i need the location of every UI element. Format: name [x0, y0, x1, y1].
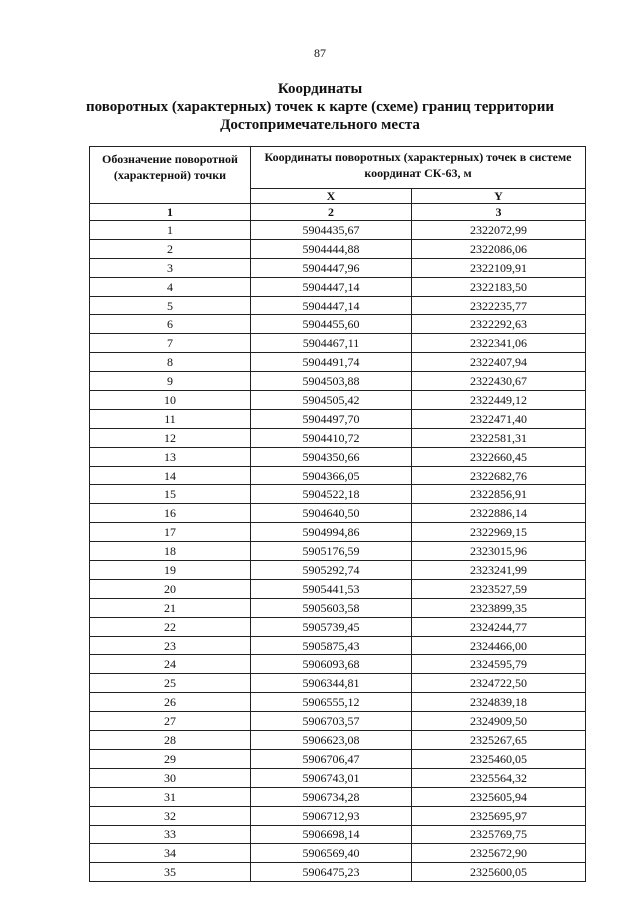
point-number-cell: 12 [90, 428, 251, 447]
x-coordinate-cell: 5904447,14 [251, 277, 412, 296]
table-row [90, 353, 586, 372]
y-coordinate-cell: 2322109,91 [412, 258, 586, 277]
x-coordinate-cell: 5906569,40 [251, 844, 412, 863]
point-number-cell: 1 [90, 221, 251, 240]
table-row [90, 674, 586, 693]
point-number-cell: 13 [90, 447, 251, 466]
header-y: Y [412, 189, 586, 204]
y-coordinate-cell: 2324595,79 [412, 655, 586, 674]
table-row [90, 712, 586, 731]
x-coordinate-cell: 5906093,68 [251, 655, 412, 674]
x-coordinate-cell: 5906712,93 [251, 806, 412, 825]
y-coordinate-cell: 2325460,05 [412, 749, 586, 768]
y-coordinate-cell: 2322341,06 [412, 334, 586, 353]
x-coordinate-cell: 5904497,70 [251, 409, 412, 428]
table-row [90, 296, 586, 315]
x-coordinate-cell: 5906706,47 [251, 749, 412, 768]
x-coordinate-cell: 5905441,53 [251, 579, 412, 598]
table-row [90, 409, 586, 428]
y-coordinate-cell: 2323899,35 [412, 598, 586, 617]
y-coordinate-cell: 2325600,05 [412, 863, 586, 882]
y-coordinate-cell: 2322072,99 [412, 221, 586, 240]
x-coordinate-cell: 5905176,59 [251, 542, 412, 561]
point-number-cell: 18 [90, 542, 251, 561]
point-number-cell: 7 [90, 334, 251, 353]
x-coordinate-cell: 5904447,14 [251, 296, 412, 315]
y-coordinate-cell: 2324466,00 [412, 636, 586, 655]
table-row [90, 749, 586, 768]
y-coordinate-cell: 2323527,59 [412, 579, 586, 598]
point-number-cell: 20 [90, 579, 251, 598]
point-number-cell: 15 [90, 485, 251, 504]
y-coordinate-cell: 2322430,67 [412, 372, 586, 391]
point-number-cell: 35 [90, 863, 251, 882]
table-row [90, 598, 586, 617]
y-coordinate-cell: 2324839,18 [412, 693, 586, 712]
y-coordinate-cell: 2324722,50 [412, 674, 586, 693]
x-coordinate-cell: 5906698,14 [251, 825, 412, 844]
x-coordinate-cell: 5904505,42 [251, 391, 412, 410]
table-row [90, 617, 586, 636]
y-coordinate-cell: 2322471,40 [412, 409, 586, 428]
header-point-designation: Обозначение поворотной (характерной) точки [90, 147, 251, 204]
table-row [90, 504, 586, 523]
table-row [90, 636, 586, 655]
table-row [90, 768, 586, 787]
y-coordinate-cell: 2322292,63 [412, 315, 586, 334]
y-coordinate-cell: 2322086,06 [412, 239, 586, 258]
title-line-3: Достопримечательного места [220, 117, 420, 133]
point-number-cell: 17 [90, 523, 251, 542]
table-row [90, 806, 586, 825]
y-coordinate-cell: 2322581,31 [412, 428, 586, 447]
y-coordinate-cell: 2325769,75 [412, 825, 586, 844]
x-coordinate-cell: 5905739,45 [251, 617, 412, 636]
x-coordinate-cell: 5904491,74 [251, 353, 412, 372]
point-number-cell: 32 [90, 806, 251, 825]
point-number-cell: 33 [90, 825, 251, 844]
point-number-cell: 6 [90, 315, 251, 334]
point-number-cell: 25 [90, 674, 251, 693]
table-row [90, 655, 586, 674]
table-row [90, 485, 586, 504]
title-line-2: поворотных (характерных) точек к карте (схеме) границ территории [86, 99, 554, 115]
table-row [90, 863, 586, 882]
y-coordinate-cell: 2322886,14 [412, 504, 586, 523]
x-coordinate-cell: 5906623,08 [251, 731, 412, 750]
point-number-cell: 8 [90, 353, 251, 372]
column-number-1: 1 [90, 204, 251, 221]
page-number: 87 [314, 46, 326, 60]
header-coordinates: Координаты поворотных (характерных) точек в системе координат СК-63, м [251, 147, 586, 189]
table-row [90, 239, 586, 258]
y-coordinate-cell: 2325564,32 [412, 768, 586, 787]
y-coordinate-cell: 2322682,76 [412, 466, 586, 485]
y-coordinate-cell: 2324909,50 [412, 712, 586, 731]
y-coordinate-cell: 2322407,94 [412, 353, 586, 372]
point-number-cell: 16 [90, 504, 251, 523]
table-row [90, 844, 586, 863]
point-number-cell: 2 [90, 239, 251, 258]
x-coordinate-cell: 5905292,74 [251, 561, 412, 580]
table-row [90, 561, 586, 580]
x-coordinate-cell: 5905875,43 [251, 636, 412, 655]
point-number-cell: 29 [90, 749, 251, 768]
column-number-3: 3 [412, 204, 586, 221]
x-coordinate-cell: 5904467,11 [251, 334, 412, 353]
x-coordinate-cell: 5904522,18 [251, 485, 412, 504]
table-row [90, 372, 586, 391]
y-coordinate-cell: 2322856,91 [412, 485, 586, 504]
y-coordinate-cell: 2325605,94 [412, 787, 586, 806]
table-row [90, 542, 586, 561]
column-number-2: 2 [251, 204, 412, 221]
table-row [90, 579, 586, 598]
x-coordinate-cell: 5904640,50 [251, 504, 412, 523]
table-row [90, 315, 586, 334]
table-row [90, 466, 586, 485]
table-row [90, 731, 586, 750]
point-number-cell: 23 [90, 636, 251, 655]
coordinates-table [89, 146, 586, 882]
x-coordinate-cell: 5906743,01 [251, 768, 412, 787]
point-number-cell: 30 [90, 768, 251, 787]
table-row [90, 258, 586, 277]
x-coordinate-cell: 5905603,58 [251, 598, 412, 617]
x-coordinate-cell: 5904455,60 [251, 315, 412, 334]
x-coordinate-cell: 5904444,88 [251, 239, 412, 258]
point-number-cell: 3 [90, 258, 251, 277]
table-row [90, 825, 586, 844]
table-row [90, 391, 586, 410]
point-number-cell: 4 [90, 277, 251, 296]
document-title [0, 80, 640, 134]
point-number-cell: 11 [90, 409, 251, 428]
x-coordinate-cell: 5904366,05 [251, 466, 412, 485]
x-coordinate-cell: 5904447,96 [251, 258, 412, 277]
point-number-cell: 19 [90, 561, 251, 580]
table-row [90, 693, 586, 712]
point-number-cell: 5 [90, 296, 251, 315]
y-coordinate-cell: 2325695,97 [412, 806, 586, 825]
x-coordinate-cell: 5906703,57 [251, 712, 412, 731]
point-number-cell: 9 [90, 372, 251, 391]
y-coordinate-cell: 2325267,65 [412, 731, 586, 750]
x-coordinate-cell: 5904410,72 [251, 428, 412, 447]
point-number-cell: 14 [90, 466, 251, 485]
y-coordinate-cell: 2323015,96 [412, 542, 586, 561]
x-coordinate-cell: 5904350,66 [251, 447, 412, 466]
table-row [90, 447, 586, 466]
point-number-cell: 28 [90, 731, 251, 750]
table-row [90, 523, 586, 542]
point-number-cell: 31 [90, 787, 251, 806]
y-coordinate-cell: 2322449,12 [412, 391, 586, 410]
x-coordinate-cell: 5906344,81 [251, 674, 412, 693]
y-coordinate-cell: 2323241,99 [412, 561, 586, 580]
point-number-cell: 22 [90, 617, 251, 636]
point-number-cell: 21 [90, 598, 251, 617]
x-coordinate-cell: 5906734,28 [251, 787, 412, 806]
point-number-cell: 34 [90, 844, 251, 863]
table-row [90, 277, 586, 296]
y-coordinate-cell: 2322183,50 [412, 277, 586, 296]
table-body [90, 221, 586, 882]
title-line-1: Координаты [277, 81, 363, 97]
table-row [90, 334, 586, 353]
point-number-cell: 10 [90, 391, 251, 410]
point-number-cell: 24 [90, 655, 251, 674]
y-coordinate-cell: 2322969,15 [412, 523, 586, 542]
y-coordinate-cell: 2325672,90 [412, 844, 586, 863]
y-coordinate-cell: 2322235,77 [412, 296, 586, 315]
table-row [90, 428, 586, 447]
x-coordinate-cell: 5904994,86 [251, 523, 412, 542]
point-number-cell: 26 [90, 693, 251, 712]
table-row [90, 221, 586, 240]
header-x: X [251, 189, 412, 204]
x-coordinate-cell: 5906475,23 [251, 863, 412, 882]
y-coordinate-cell: 2322660,45 [412, 447, 586, 466]
y-coordinate-cell: 2324244,77 [412, 617, 586, 636]
table-row [90, 787, 586, 806]
point-number-cell: 27 [90, 712, 251, 731]
x-coordinate-cell: 5904503,88 [251, 372, 412, 391]
x-coordinate-cell: 5906555,12 [251, 693, 412, 712]
x-coordinate-cell: 5904435,67 [251, 221, 412, 240]
